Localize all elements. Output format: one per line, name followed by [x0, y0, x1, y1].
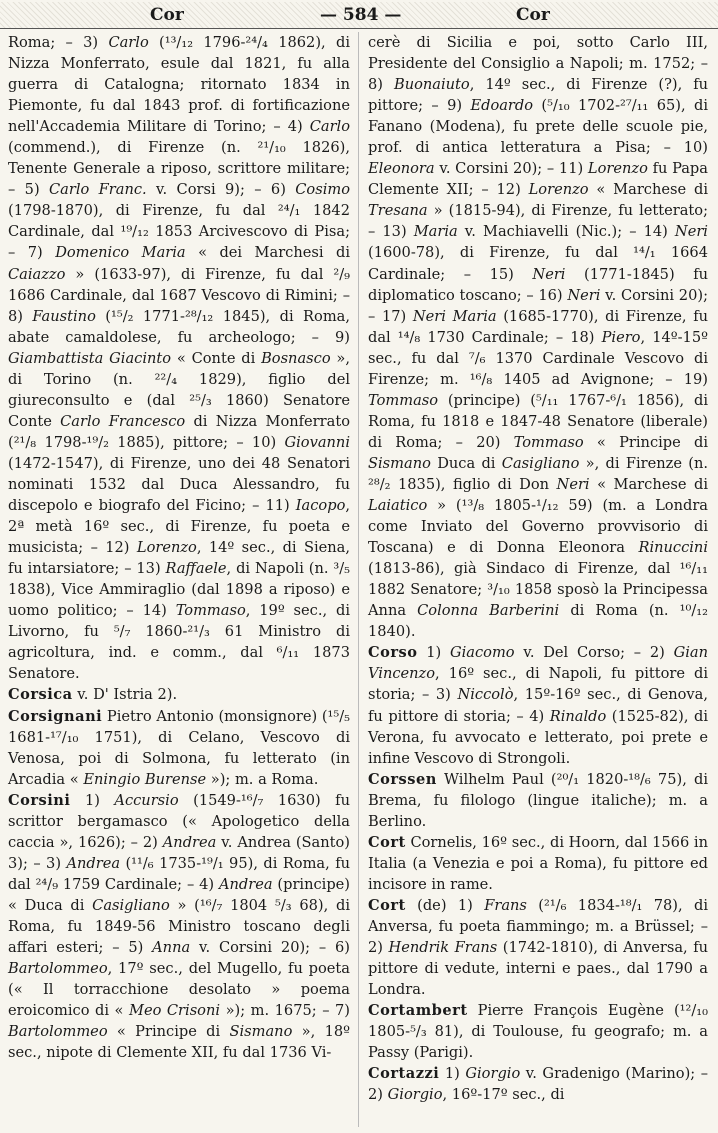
dictionary-entry-corsica [8, 684, 350, 705]
entry-body: v. D' Istria 2). [72, 686, 178, 704]
entry-headword: Cortazzi [368, 1065, 440, 1083]
entry-headword: Cort [368, 896, 406, 914]
entry-body: cerè di Sicilia e poi, sotto Carlo III, Presidente del Consiglio a Napoli; m. 1752; – 8) Buonaiuto, 14º sec., di Firenze (?), fu pittore; – 9) Edoardo (⁵/₁₀ 1702-²⁷/₁₁ 65), di Fanano (Modena), fu prete delle scuole pie, prof. di antica letteratura a Pisa; – 10) Eleonora v. Corsini 20); – 11) Lorenzo fu Papa Clemente XII; – 12) Lorenzo « Marchese di Tresana » (1815-94), di Firenze, fu letterato; – 13) Maria v. Machiavelli (Nic.); – 14) Neri (1600-78), di Firenze, fu dal ¹⁴/₁ 1664 Cardinale; – 15) Neri (1771-1845) fu diplomatico toscano; – 16) Neri v. Corsini 20); – 17) Neri Maria (1685-1770), di Firenze, fu dal ¹⁴/₈ 1730 Cardinale; – 18) Piero, 14º-15º sec., fu dal ⁷/₆ 1370 Cardinale Vescovo di Firenze; m. ¹⁶/₈ 1405 ad Avignone; – 19) Tommaso (principe) (⁵/₁₁ 1767-⁶/₁ 1856), di Roma, fu 1818 e 1847-48 Senatore (liberale) di Roma; – 20) Tommaso « Principe di Sismano Duca di Casigliano », di Firenze (n. ²⁸/₂ 1835), figlio di Don Neri « Marchese di Laiatico » (¹³/₈ 1805-¹/₁₂ 59) (m. a Londra come Inviato del Governo provvisorio di Toscana) e di Donna Eleonora Rinuccini (1813-86), già Sindaco di Firenze, dal ¹⁶/₁₁ 1882 Senatore; ³/₁₀ 1858 sposò la Principessa Anna Colonna Barberini di Roma (n. ¹⁰/₁₂ 1840). [368, 34, 709, 641]
entry-continuation [8, 32, 350, 684]
dictionary-entry-cort [368, 895, 708, 1000]
dictionary-entry-corsignani [8, 706, 350, 790]
dictionary-entry-corssen [368, 769, 708, 832]
entry-headword: Cort [368, 833, 406, 851]
entry-body: 1) Accursio (1549-¹⁶/₇ 1630) fu scrittor bergamasco (« Apologetico della caccia », 1626); – 2) Andrea v. Andrea (Santo) 3); – 3) Andrea (¹¹/₆ 1735-¹⁹/₁ 95), di Roma, fu dal ²⁴/₉ 1759 Cardinale; – 4) Andrea (principe) « Duca di Casigliano » (¹⁶/₇ 1804 ⁵/₃ 68), di Roma, fu 1849-56 Ministro toscano degli affari esteri; – 5) Anna v. Corsini 20); – 6) Bartolommeo, 17º sec., del Mugello, fu poeta (« Il torracchione desolato » poema eroicomico di « Meo Crisoni »); m. 1675; – 7) Bartolommeo « Principe di Sismano », 18º sec., nipote di Clemente XII, fu dal 1736 Vi- [8, 791, 351, 1062]
entry-continuation [368, 32, 708, 642]
page-header [0, 2, 718, 29]
entry-headword: Corsini [8, 791, 71, 809]
dictionary-entry-corsini [8, 790, 350, 1064]
entry-body: Pietro Antonio (monsignore) (¹⁵/₅ 1681-¹⁷/₁₀ 1751), di Celano, Vescovo di Venosa, poi di Solmona, fu letterato (in Arcadia « Eningio Burense »); m. a Roma. [8, 707, 350, 788]
entry-headword: Cortambert [368, 1002, 468, 1020]
dictionary-entry-cortazzi [368, 1063, 708, 1105]
entry-headword: Corso [368, 644, 418, 662]
dictionary-entry-cortambert [368, 1000, 708, 1063]
left-column [8, 32, 350, 1063]
page-number: — 584 — [320, 5, 402, 25]
entry-body: Pierre François Eugène (¹²/₁₀ 1805-⁵/₃ 81), di Toulouse, fu geografo; m. a Passy (Parigi). [368, 1002, 708, 1062]
entry-body: Wilhelm Paul (²⁰/₁ 1820-¹⁸/₆ 75), di Brema, fu filologo (lingue italiche); m. a Berlino. [368, 770, 708, 830]
column-divider [358, 32, 359, 1127]
entry-headword: Corssen [368, 770, 437, 788]
header-right-word: Cor [516, 5, 550, 25]
entry-body: Roma; – 3) Carlo (¹³/₁₂ 1796-²⁴/₄ 1862), di Nizza Monferrato, esule dal 1821, fu alla guerra di Catalogna; ritornato 1834 in Piemonte, fu dal 1843 prof. di fortificazione nell'Accademia Militare di Torino; – 4) Carlo (commend.), di Firenze (n. ²¹/₁₀ 1826), Tenente Generale a riposo, scrittore militare; – 5) Carlo Franc. v. Corsi 9); – 6) Cosimo (1798-1870), di Firenze, fu dal ²⁴/₁ 1842 Cardinale, dal ¹⁹/₁₂ 1853 Arcivescovo di Pisa; – 7) Domenico Maria « dei Marchesi di Caiazzo » (1633-97), di Firenze, fu dal ²/₉ 1686 Cardinale, dal 1687 Vescovo di Rimini; – 8) Faustino (¹⁵/₂ 1771-²⁸/₁₂ 1845), di Roma, abate camaldolese, fu archeologo; – 9) Giambattista Giacinto « Conte di Bosnasco », di Torino (n. ²²/₄ 1829), figlio del giureconsulto e (dal ²⁵/₃ 1860) Senatore Conte Carlo Francesco di Nizza Monferrato (²¹/₈ 1798-¹⁹/₂ 1885), pittore; – 10) Giovanni (1472-1547), di Firenze, uno dei 48 Senatori nominati 1532 dal Duca Alessandro, fu discepolo e biografo del Ficino; – 11) Iacopo, 2ª metà 16º sec., di Firenze, fu poeta e musicista; – 12) Lorenzo, 14º sec., di Siena, fu intarsiatore; – 13) Raffaele, di Napoli (n. ³/₅ 1838), Vice Ammiraglio (dal 1898 a riposo) e uomo politico; – 14) Tommaso, 19º sec., di Livorno, fu ⁵/₇ 1860-²¹/₃ 61 Ministro di agricoltura, ind. e comm., dal ⁶/₁₁ 1873 Senatore. [8, 34, 350, 683]
dictionary-entry-corso [368, 642, 708, 768]
entry-headword: Corsignani [8, 707, 103, 725]
dictionary-entry-cort [368, 832, 708, 895]
entry-body: Cornelis, 16º sec., di Hoorn, dal 1566 in Italia (a Venezia e poi a Roma), fu pittore ed incisore in rame. [368, 833, 708, 893]
entry-body: 1) Giacomo v. Del Corso; – 2) Gian Vincenzo, 16º sec., di Napoli, fu pittore di storia; – 3) Niccolò, 15º-16º sec., di Genova, fu pittore di storia; – 4) Rinaldo (1525-82), di Verona, fu avvocato e letterato, poi prete e infine Vescovo di Strongoli. [368, 644, 709, 767]
header-left-word: Cor [150, 5, 184, 25]
entry-headword: Corsica [8, 686, 73, 704]
entry-body: 1) Giorgio v. Gradenigo (Marino); – 2) Giorgio, 16º-17º sec., di [368, 1065, 708, 1104]
right-column [368, 32, 708, 1105]
entry-body: (de) 1) Frans (²¹/₆ 1834-¹⁸/₁ 78), di Anversa, fu poeta fiammingo; m. a Brüssel; – 2) Hendrik Frans (1742-1810), di Anversa, fu pittore di vedute, interni e paes., dal 1790 a Londra. [368, 896, 709, 999]
